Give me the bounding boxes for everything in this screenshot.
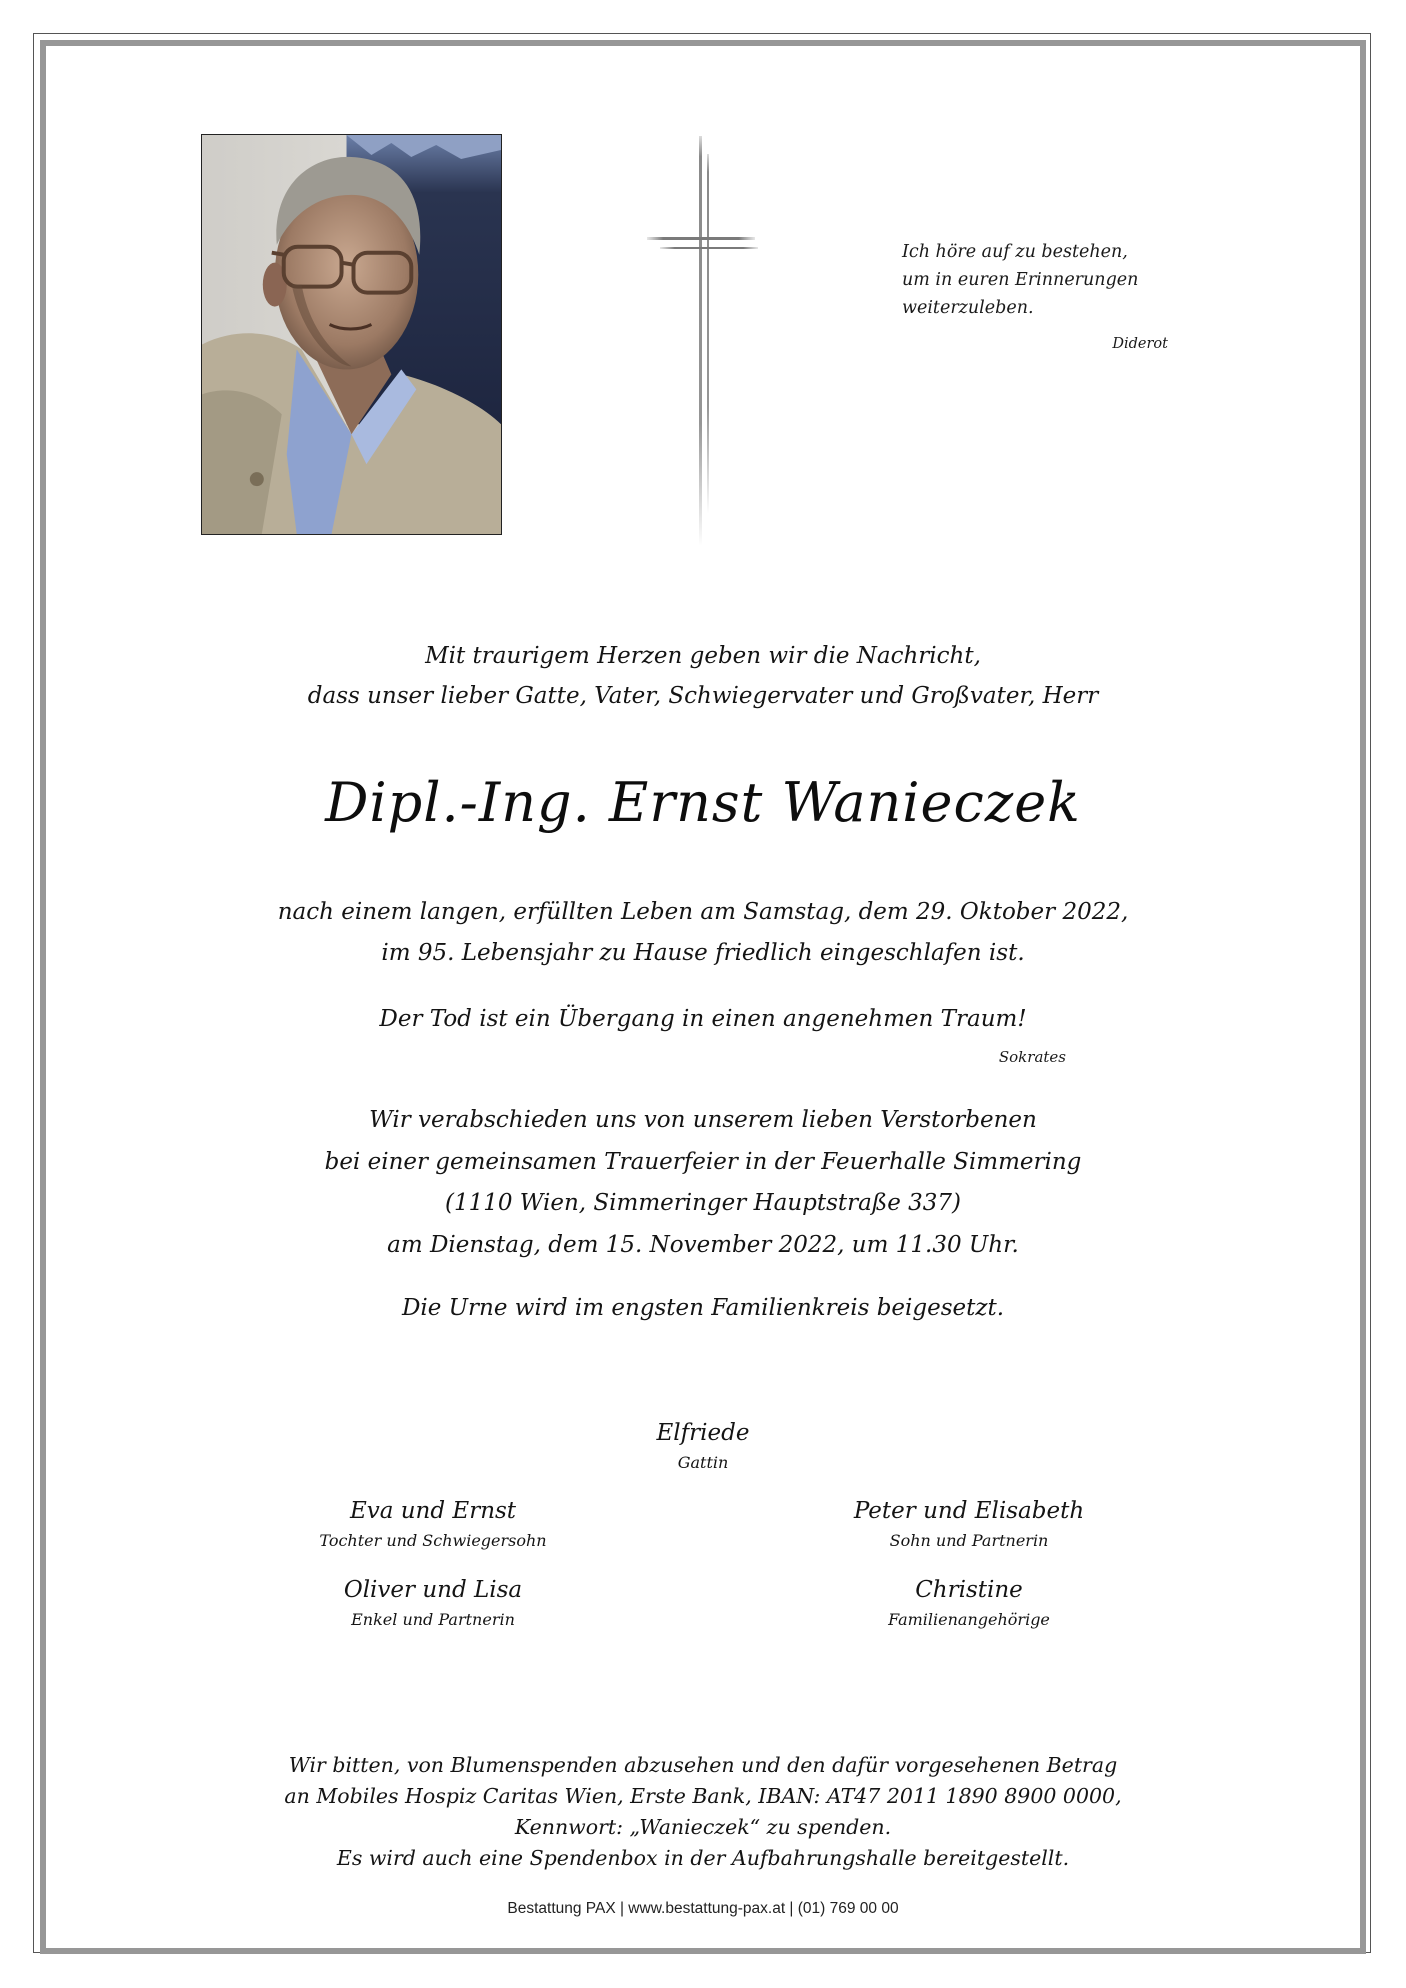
cross-vertical-bar-thin (707, 154, 709, 514)
donation-line: Kennwort: „Wanieczek“ zu spenden. (514, 1815, 892, 1839)
family-relation: Familienangehörige (888, 1610, 1050, 1629)
family-relation: Tochter und Schwiegersohn (319, 1531, 547, 1550)
portrait-photo (201, 134, 502, 535)
ceremony-line: (1110 Wien, Simmeringer Hauptstraße 337) (444, 1190, 962, 1216)
family-name: Eva und Ernst (349, 1498, 517, 1524)
urn-notice: Die Urne wird im engsten Familienkreis beigesetzt. (401, 1295, 1005, 1321)
family-entry (759, 1496, 1179, 1552)
family-name: Peter und Elisabeth (853, 1498, 1085, 1524)
intro-line: dass unser lieber Gatte, Vater, Schwiegervater und Großvater, Herr (307, 683, 1099, 709)
family-relation: Enkel und Partnerin (351, 1610, 515, 1629)
quote-line: weiterzuleben. (902, 298, 1034, 318)
quote-author: Diderot (1112, 336, 1168, 352)
motto-text: Der Tod ist ein Übergang in einen angenehmen Traum! (379, 1006, 1027, 1032)
donation-line: an Mobiles Hospiz Caritas Wien, Erste Bank, IBAN: AT47 2011 1890 8900 0000, (284, 1784, 1122, 1808)
family-entry (759, 1575, 1179, 1631)
cross-horizontal-bar-thin (660, 247, 758, 249)
opening-quote (902, 238, 1172, 358)
family-name: Elfriede (656, 1420, 750, 1446)
death-notice-line: im 95. Lebensjahr zu Hause friedlich eingeschlafen ist. (381, 940, 1025, 966)
death-notice-line: nach einem langen, erfüllten Leben am Samstag, dem 29. Oktober 2022, (277, 899, 1129, 925)
family-relation: Sohn und Partnerin (889, 1531, 1049, 1550)
funeral-home-footer: Bestattung PAX | www.bestattung-pax.at | (01) 769 00 00 (507, 1900, 899, 1917)
portrait-photo-icon (202, 135, 501, 534)
intro-text (150, 636, 1256, 716)
family-name: Oliver und Lisa (343, 1577, 523, 1603)
quote-line: Ich höre auf zu bestehen, (902, 242, 1128, 262)
deceased-name: Dipl.-Ing. Ernst Wanieczek (325, 771, 1081, 834)
intro-line: Mit traurigem Herzen geben wir die Nachricht, (425, 643, 981, 669)
ceremony-line: am Dienstag, dem 15. November 2022, um 11.30 Uhr. (387, 1231, 1019, 1258)
cross-horizontal-bar (647, 237, 755, 240)
donation-request (150, 1750, 1256, 1874)
family-name: Christine (915, 1577, 1023, 1603)
ceremony-details (150, 1100, 1256, 1266)
death-notice (150, 892, 1256, 974)
quote-line: um in euren Erinnerungen (902, 270, 1139, 290)
family-relation: Gattin (677, 1453, 729, 1472)
cross-icon (640, 130, 770, 550)
cross-vertical-bar (699, 136, 702, 546)
donation-line: Es wird auch eine Spendenbox in der Aufbahrungshalle bereitgestellt. (336, 1846, 1070, 1870)
family-entry (223, 1575, 643, 1631)
ceremony-line: Wir verabschieden uns von unserem lieben Verstorbenen (369, 1107, 1037, 1133)
donation-line: Wir bitten, von Blumenspenden abzusehen und den dafür vorgesehenen Betrag (288, 1753, 1118, 1777)
family-entry (223, 1496, 643, 1552)
ceremony-line: bei einer gemeinsamen Trauerfeier in der Feuerhalle Simmering (324, 1148, 1082, 1175)
family-entry-spouse (493, 1418, 913, 1474)
motto-author: Sokrates (998, 1048, 1066, 1066)
